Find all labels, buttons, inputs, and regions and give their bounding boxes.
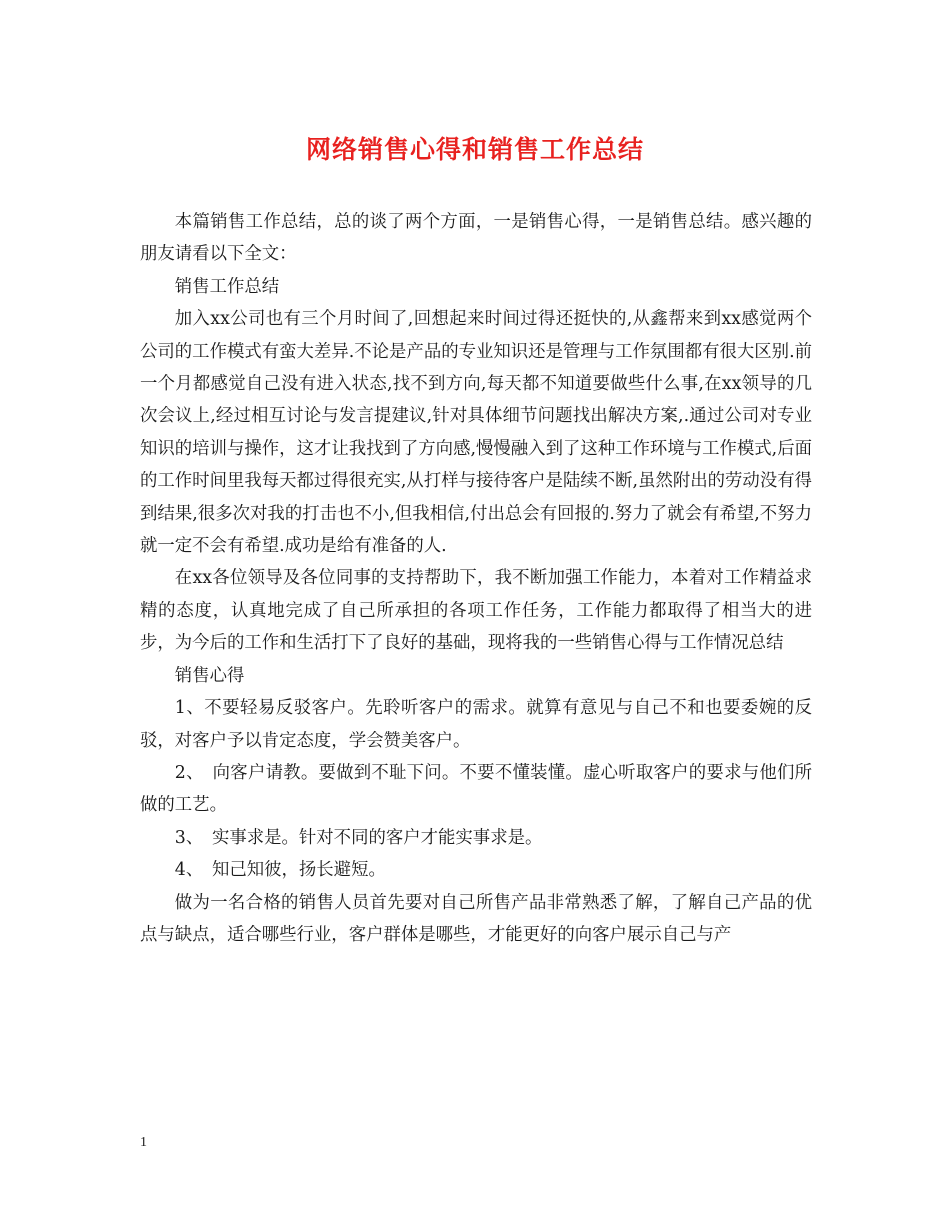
paragraph-intro: 本篇销售工作总结，总的谈了两个方面，一是销售心得，一是销售总结。感兴趣的朋友请看以下全文： xyxy=(140,212,812,265)
document-title: 网络销售心得和销售工作总结 xyxy=(305,135,644,164)
section-heading-sales-summary: 销售工作总结 xyxy=(174,276,280,297)
section-heading-sales-insights: 销售心得 xyxy=(174,665,245,686)
paragraph-joining-company: 加入xx公司也有三个月时间了,回想起来时间过得还挺快的,从鑫帮来到xx感觉两个公司的工作模式有蛮大差异.不论是产品的专业知识还是管理与工作氛围都有很大区别.前一个月都感觉自己没有进入状态,找不到方向,每天都不知道要做些什么事,在xx领导的几次会议上,经过相互讨论与发言提建议,针对具体细节问题找出解决方案,.通过公司对专业知识的培训与操作，这才让我找到了方向感,慢慢融入到了这种工作环境与工作模式,后面的工作时间里我每天都过得很充实,从打样与接待客户是陆续不断,虽然附出的劳动没有得到结果,很多次对我的打击也不小,但我相信,付出总会有回报的.努力了就会有希望,不努力就一定不会有希望.成功是给有准备的人. xyxy=(140,309,812,557)
page-number: 1 xyxy=(140,1135,147,1150)
list-item-3: 3、 实事求是。针对不同的客户才能实事求是。 xyxy=(174,827,543,848)
paragraph-support-growth: 在xx各位领导及各位同事的支持帮助下，我不断加强工作能力，本着对工作精益求精的态度，认真地完成了自己所承担的各项工作任务，工作能力都取得了相当大的进步，为今后的工作和生活打下了良好的基础，现将我的一些销售心得与工作情况总结 xyxy=(140,568,812,654)
paragraph-product-knowledge: 做为一名合格的销售人员首先要对自己所售产品非常熟悉了解，了解自己产品的优点与缺点，适合哪些行业，客户群体是哪些，才能更好的向客户展示自己与产 xyxy=(140,892,812,945)
list-item-1: 1、不要轻易反驳客户。先聆听客户的需求。就算有意见与自己不和也要委婉的反驳，对客户予以肯定态度，学会赞美客户。 xyxy=(140,698,812,751)
document-body xyxy=(140,206,812,951)
list-item-2: 2、 向客户请教。要做到不耻下问。不要不懂装懂。虚心听取客户的要求与他们所做的工艺。 xyxy=(140,762,812,816)
list-item-4: 4、 知己知彼，扬长避短。 xyxy=(174,860,386,881)
